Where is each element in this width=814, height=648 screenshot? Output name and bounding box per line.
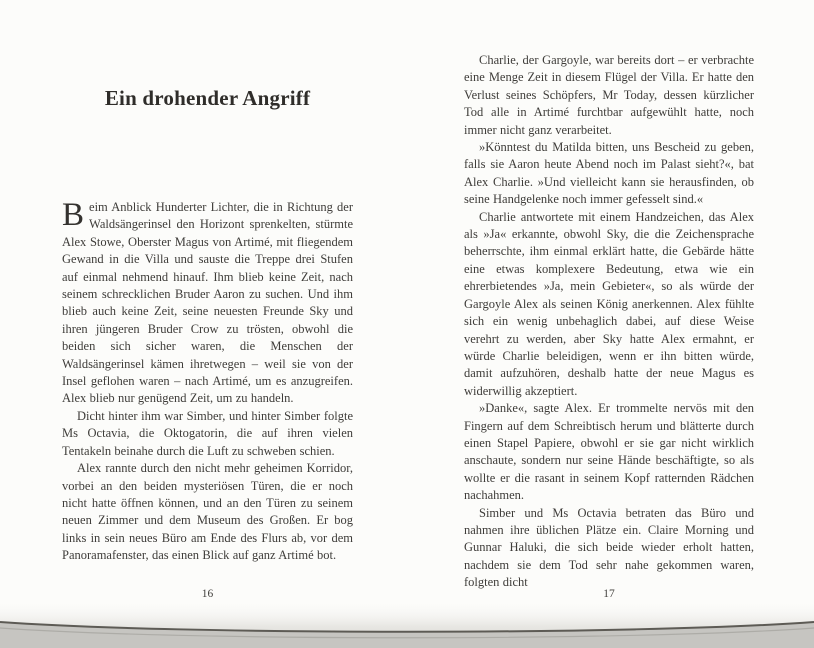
paragraph: »Danke«, sagte Alex. Er trommelte nervös mit den Fingern auf dem Schreibtisch herum und blätterte durch einen Stapel Papiere, obwohl er sie gar nicht wirklich anschaute, sondern nur seine Hände beschäftigte, so als wollte er die rasant in seinem Kopf ratternden Rädchen nachahmen.	[464, 401, 754, 503]
paragraph: Charlie antwortete mit einem Handzeichen, das Alex als »Ja« erkannte, obwohl Sky, die die Zeichensprache beherrschte, ihm einmal erklärt hatte, die Gebärde hätte eine etwas komplexere Bedeutung, etwa wie ein ehrerbietendes »Ja, mein Gebieter«, so als würde der Gargoyle Alex als seinen König anerkennen. Alex fühlte sich ein wenig unbehaglich dabei, auf diese Weise verehrt zu werden, aber Sky hatte Alex ermahnt, er würde Charlie beleidigen, wenn er ihn bitten würde, damit aufzuhören, deshalb hatte der neue Magus es widerwillig akzeptiert.	[464, 209, 754, 398]
paragraph: Alex rannte durch den nicht mehr geheimen Korridor, vorbei an den beiden mysteriösen Türen, die er noch nicht hatte öffnen können, und an den Türen zu seinem neuen Zimmer und dem Museum des Großen. Er bog links in sein neues Büro am Ende des Flurs ab, vor dem Panoramafenster, das einen Blick auf ganz Artimé bot.	[62, 461, 353, 563]
paragraph: »Könntest du Matilda bitten, uns Bescheid zu geben, falls sie Aaron heute Abend noch im Palast sieht?«, bat Alex Charlie. »Und vielleicht kann sie herausfinden, ob seine Handgelenke noch immer gefesselt sind.«	[464, 140, 754, 207]
paragraph: Simber und Ms Octavia betraten das Büro und nahmen ihre üblichen Plätze ein. Claire Morning und Gunnar Haluki, die sich beide wieder erholt hatten, nachdem sie dem Tod sehr nahe gekommen waren, folgten dicht	[464, 505, 754, 590]
drop-cap: B	[62, 197, 85, 233]
paragraph: Dicht hinter ihm war Simber, und hinter Simber folgte Ms Octavia, die Oktogatorin, die auf ihren vielen Tentakeln beinahe durch die Luft zu schweben schien.	[62, 408, 353, 458]
right-page-body	[464, 52, 754, 592]
paragraph: Charlie, der Gargoyle, war bereits dort – er verbrachte eine Menge Zeit in diesem Flügel der Villa. Er hatte den Verlust seines Schöpfers, Mr Today, dessen kürzlicher Tod alle in Artimé furchtbar aufgewühlt hatte, noch immer nicht ganz verarbeitet.	[464, 53, 754, 137]
page-number-left: 16	[201, 588, 214, 600]
left-page	[62, 0, 353, 648]
paragraph-text: eim Anblick Hunderter Lichter, die in Richtung der Waldsängerinsel den Horizont sprenkelten, stürmte Alex Stowe, Oberster Magus von Artimé, mit fliegendem Gewand in die Villa und sauste die Treppe drei Stufen auf einmal nehmend hinauf. Ihm blieb keine Zeit, nach seinem schrecklichen Bruder Aaron zu suchen. Und ihm blieb auch keine Zeit, seine neuesten Freunde Sky und ihren jüngeren Bruder Crow zu trösten, obwohl die beiden sich sicher waren, die Menschen der Waldsängerinsel kämen ihretwegen – weil sie von der Insel geflohen waren – nach Artimé, um es anzugreifen. Alex blieb nur genügend Zeit, um zu handeln.	[62, 200, 353, 406]
paragraph	[62, 199, 353, 408]
page-number-right: 17	[603, 588, 615, 600]
right-page	[464, 0, 754, 648]
chapter-title: Ein drohender Angriff	[104, 86, 311, 110]
left-page-body	[62, 199, 353, 565]
